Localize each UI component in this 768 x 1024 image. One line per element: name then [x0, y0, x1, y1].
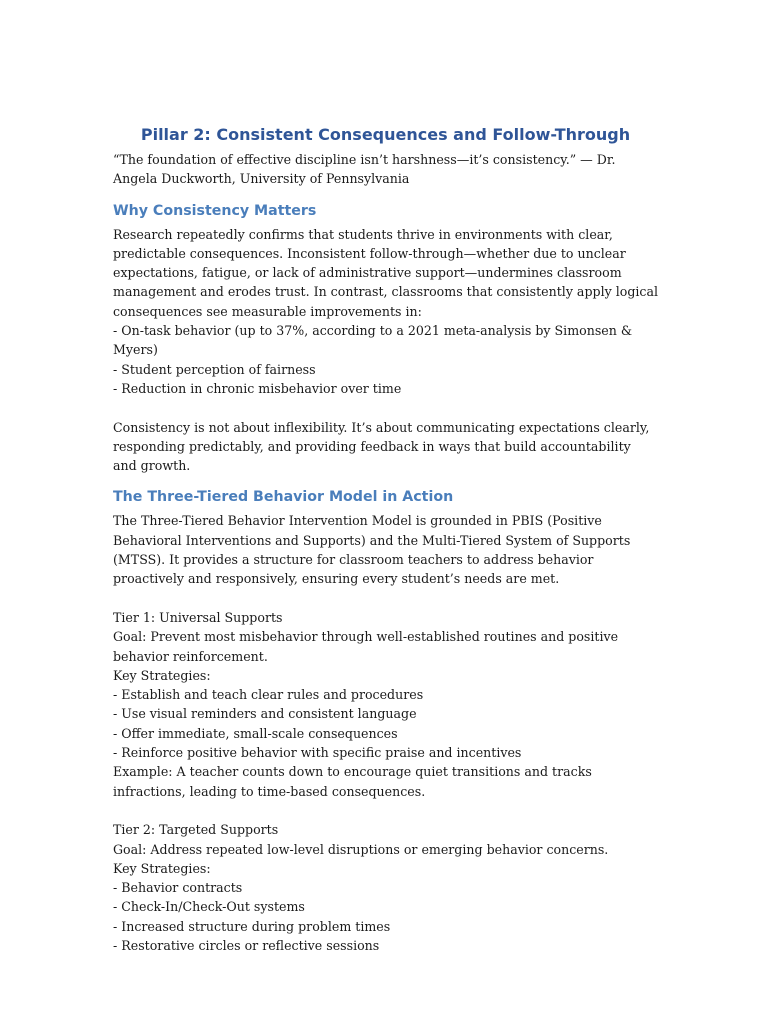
- document-title: Pillar 2: Consistent Consequences and Follow-Through: [140, 125, 631, 144]
- tier1-title: Tier 1: Universal Supports: [113, 609, 283, 625]
- document-page: [113, 124, 658, 955]
- bullet-item: - Check-In/Check-Out systems: [113, 899, 305, 915]
- tier1-strategies-label: Key Strategies:: [113, 667, 211, 683]
- bullet-item: - Restorative circles or reflective sessions: [113, 937, 380, 953]
- bullet-item: - Use visual reminders and consistent language: [113, 706, 417, 722]
- section1-closing: Consistency is not about inflexibility. It’s about communicating expectations clearly, responding predictably, and providing feedback in ways that build accountability and growth.: [113, 419, 650, 474]
- spacer: [113, 801, 658, 820]
- bullet-item: - Reinforce positive behavior with specific praise and incentives: [113, 745, 522, 761]
- tier2-strategies-label: Key Strategies:: [113, 860, 211, 876]
- section2-intro: The Three-Tiered Behavior Intervention Model is grounded in PBIS (Positive Behavioral Interventions and Supports) and the Multi-Tiered System of Supports (MTSS). It provides a structure for classroom teachers to address behavior proactively and responsively, ensuring every student’s needs are met.: [113, 513, 631, 587]
- bullet-item: - Establish and teach clear rules and procedures: [113, 687, 424, 703]
- tier2-goal: Goal: Address repeated low-level disruptions or emerging behavior concerns.: [113, 841, 609, 857]
- section-heading-three-tiered: The Three-Tiered Behavior Model in Action: [113, 489, 454, 506]
- section1-intro: Research repeatedly confirms that students thrive in environments with clear, predictable consequences. Inconsistent follow-through—whether due to unclear expectations, fatigue, or lack of administrative support—undermines classroom management and erodes trust. In contrast, classrooms that consistently apply logical consequences see measurable improvements in:: [113, 226, 658, 319]
- tier1-example: Example: A teacher counts down to encourage quiet transitions and tracks infractions, leading to time-based consequences.: [113, 764, 592, 799]
- bullet-item: - Increased structure during problem times: [113, 918, 391, 934]
- bullet-item: - Student perception of fairness: [113, 361, 316, 377]
- bullet-item: - Offer immediate, small-scale consequences: [113, 725, 398, 741]
- tier2-title: Tier 2: Targeted Supports: [113, 822, 279, 838]
- spacer: [113, 398, 658, 417]
- tier1-goal: Goal: Prevent most misbehavior through well-established routines and positive behavior reinforcement.: [113, 629, 619, 664]
- section-heading-why-consistency: Why Consistency Matters: [113, 202, 317, 219]
- spacer: [113, 589, 658, 608]
- opening-quote: “The foundation of effective discipline isn’t harshness—it’s consistency.” — Dr. Angela Duckworth, University of Pennsylvania: [113, 152, 616, 187]
- bullet-item: - Reduction in chronic misbehavior over time: [113, 380, 402, 396]
- bullet-item: - Behavior contracts: [113, 880, 243, 896]
- bullet-item: - On-task behavior (up to 37%, according to a 2021 meta-analysis by Simonsen & Myers): [113, 323, 633, 358]
